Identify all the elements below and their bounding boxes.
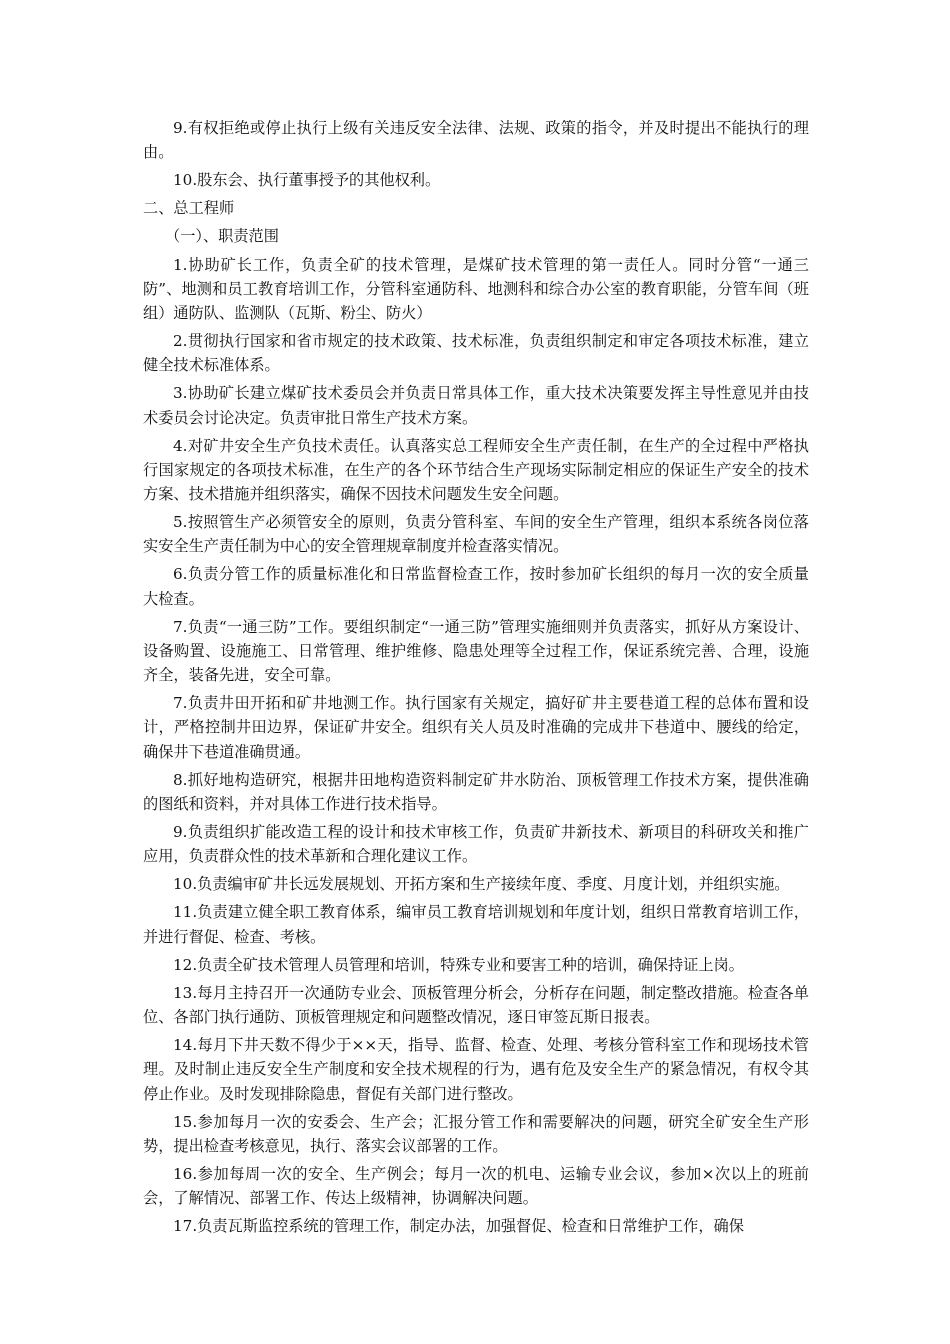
paragraph: 15.参加每月一次的安委会、生产会；汇报分管工作和需要解决的问题，研究全矿安全生产形势，提出检查考核意见，执行、落实会议部署的工作。 bbox=[143, 1112, 809, 1155]
subsection-heading: （一）、职责范围 bbox=[165, 227, 279, 246]
paragraph: 7.负责“一通三防”工作。要组织制定“一通三防”管理实施细则并负责落实，抓好从方案设计、设备购置、设施施工、日常管理、维护维修、隐患处理等全过程工作，保证系统完善、合理，设施齐全，装备先进，安全可靠。 bbox=[143, 617, 809, 685]
paragraph: 16.参加每周一次的安全、生产例会；每月一次的机电、运输专业会议，参加×次以上的班前会，了解情况、部署工作、传达上级精神，协调解决问题。 bbox=[143, 1164, 809, 1208]
section-heading: 二、总工程师 bbox=[143, 199, 235, 218]
paragraph: 9.负责组织扩能改造工程的设计和技术审核工作，负责矿井新技术、新项目的科研攻关和推广应用，负责群众性的技术革新和合理化建议工作。 bbox=[143, 823, 809, 866]
document-body bbox=[143, 116, 809, 1242]
paragraph: 2.贯彻执行国家和省市规定的技术政策、技术标准，负责组织制定和审定各项技术标准，建立健全技术标准体系。 bbox=[143, 332, 809, 375]
paragraph: 3.协助矿长建立煤矿技术委员会并负责日常具体工作，重大技术决策要发挥主导性意见并由技术委员会讨论决定。负责审批日常生产技术方案。 bbox=[143, 384, 809, 427]
paragraph: 5.按照管生产必须管安全的原则，负责分管科室、车间的安全生产管理，组织本系统各岗位落实安全生产责任制为中心的安全管理规章制度并检查落实情况。 bbox=[143, 513, 809, 556]
paragraph: 13.每月主持召开一次通防专业会、顶板管理分析会，分析存在问题，制定整改措施。检查各单位、各部门执行通防、顶板管理规定和问题整改情况，逐日审签瓦斯日报表。 bbox=[143, 983, 809, 1027]
paragraph: 12.负责全矿技术管理人员管理和培训，特殊专业和要害工种的培训，确保持证上岗。 bbox=[173, 955, 744, 974]
paragraph: 11.负责建立健全职工教育体系，编审员工教育培训规划和年度计划，组织日常教育培训工作，并进行督促、检查、考核。 bbox=[143, 903, 809, 946]
paragraph: 4.对矿井安全生产负技术责任。认真落实总工程师安全生产责任制，在生产的全过程中严格执行国家规定的各项技术标准，在生产的各个环节结合生产现场实际制定相应的保证生产安全的技术方案、技术措施并组织落实，确保不因技术问题发生安全问题。 bbox=[143, 436, 809, 504]
paragraph: 17.负责瓦斯监控系统的管理工作，制定办法，加强督促、检查和日常维护工作，确保 bbox=[173, 1217, 744, 1236]
paragraph: 1.协助矿长工作，负责全矿的技术管理，是煤矿技术管理的第一责任人。同时分管“一通三防”、地测和员工教育培训工作，分管科室通防科、地测科和综合办公室的教育职能，分管车间（班组）通防队、监测队（瓦斯、粉尘、防火） bbox=[143, 255, 809, 322]
paragraph: 7.负责井田开拓和矿井地测工作。执行国家有关规定，搞好矿井主要巷道工程的总体布置和设计，严格控制井田边界，保证矿井安全。组织有关人员及时准确的完成井下巷道中、腰线的给定，确保井下巷道准确贯通。 bbox=[143, 694, 809, 761]
paragraph: 14.每月下井天数不得少于××天，指导、监督、检查、处理、考核分管科室工作和现场技术管理。及时制止违反安全生产制度和安全技术规程的行为，遇有危及安全生产的紧急情况，有权令其停止作业。及时发现排除隐患，督促有关部门进行整改。 bbox=[143, 1036, 809, 1103]
paragraph: 8.抓好地构造研究，根据井田地构造资料制定矿井水防治、顶板管理工作技术方案，提供准确的图纸和资料，并对具体工作进行技术指导。 bbox=[143, 770, 809, 813]
paragraph: 10.负责编审矿井长远发展规划、开拓方案和生产接续年度、季度、月度计划，并组织实施。 bbox=[173, 875, 790, 894]
paragraph: 9.有权拒绝或停止执行上级有关违反安全法律、法规、政策的指令，并及时提出不能执行的理由。 bbox=[143, 119, 809, 162]
paragraph: 10.股东会、执行董事授予的其他权利。 bbox=[173, 171, 441, 190]
paragraph: 6.负责分管工作的质量标准化和日常监督检查工作，按时参加矿长组织的每月一次的安全质量大检查。 bbox=[143, 565, 809, 608]
